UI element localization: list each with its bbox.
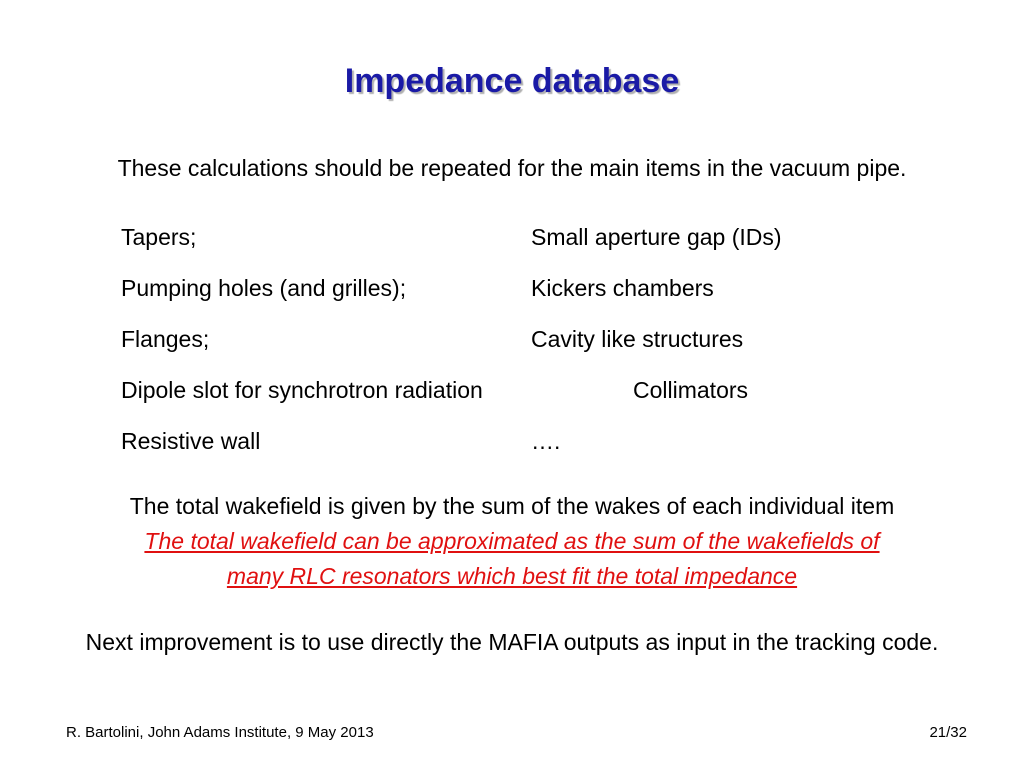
list-item: Collimators (633, 377, 749, 403)
intro-text: These calculations should be repeated for the main items in the vacuum pipe. (117, 155, 907, 181)
list-item: Cavity like structures (531, 326, 744, 352)
list-item: Dipole slot for synchrotron radiation (121, 377, 483, 403)
next-improvement-text: Next improvement is to use directly the MAFIA outputs as input in the tracking code. (85, 629, 939, 655)
list-item: …. (531, 428, 561, 454)
footer-author: R. Bartolini, John Adams Institute, 9 May 2013 (66, 724, 374, 741)
list-item: Tapers; (121, 224, 197, 250)
summary-text: The total wakefield is given by the sum of the wakes of each individual item (129, 493, 895, 519)
list-item: Resistive wall (121, 428, 261, 454)
page-number: 21/32 (929, 724, 967, 741)
list-item: Kickers chambers (531, 275, 714, 301)
slide-title: Impedance database (344, 62, 680, 100)
list-item: Pumping holes (and grilles); (121, 275, 407, 301)
list-item: Small aperture gap (IDs) (531, 224, 782, 250)
list-item: Flanges; (121, 326, 210, 352)
highlight-text-line-1: The total wakefield can be approximated as the sum of the wakefields of (144, 528, 880, 554)
summary-block (0, 489, 1024, 594)
highlight-text-line-2: many RLC resonators which best fit the total impedance (226, 563, 798, 589)
